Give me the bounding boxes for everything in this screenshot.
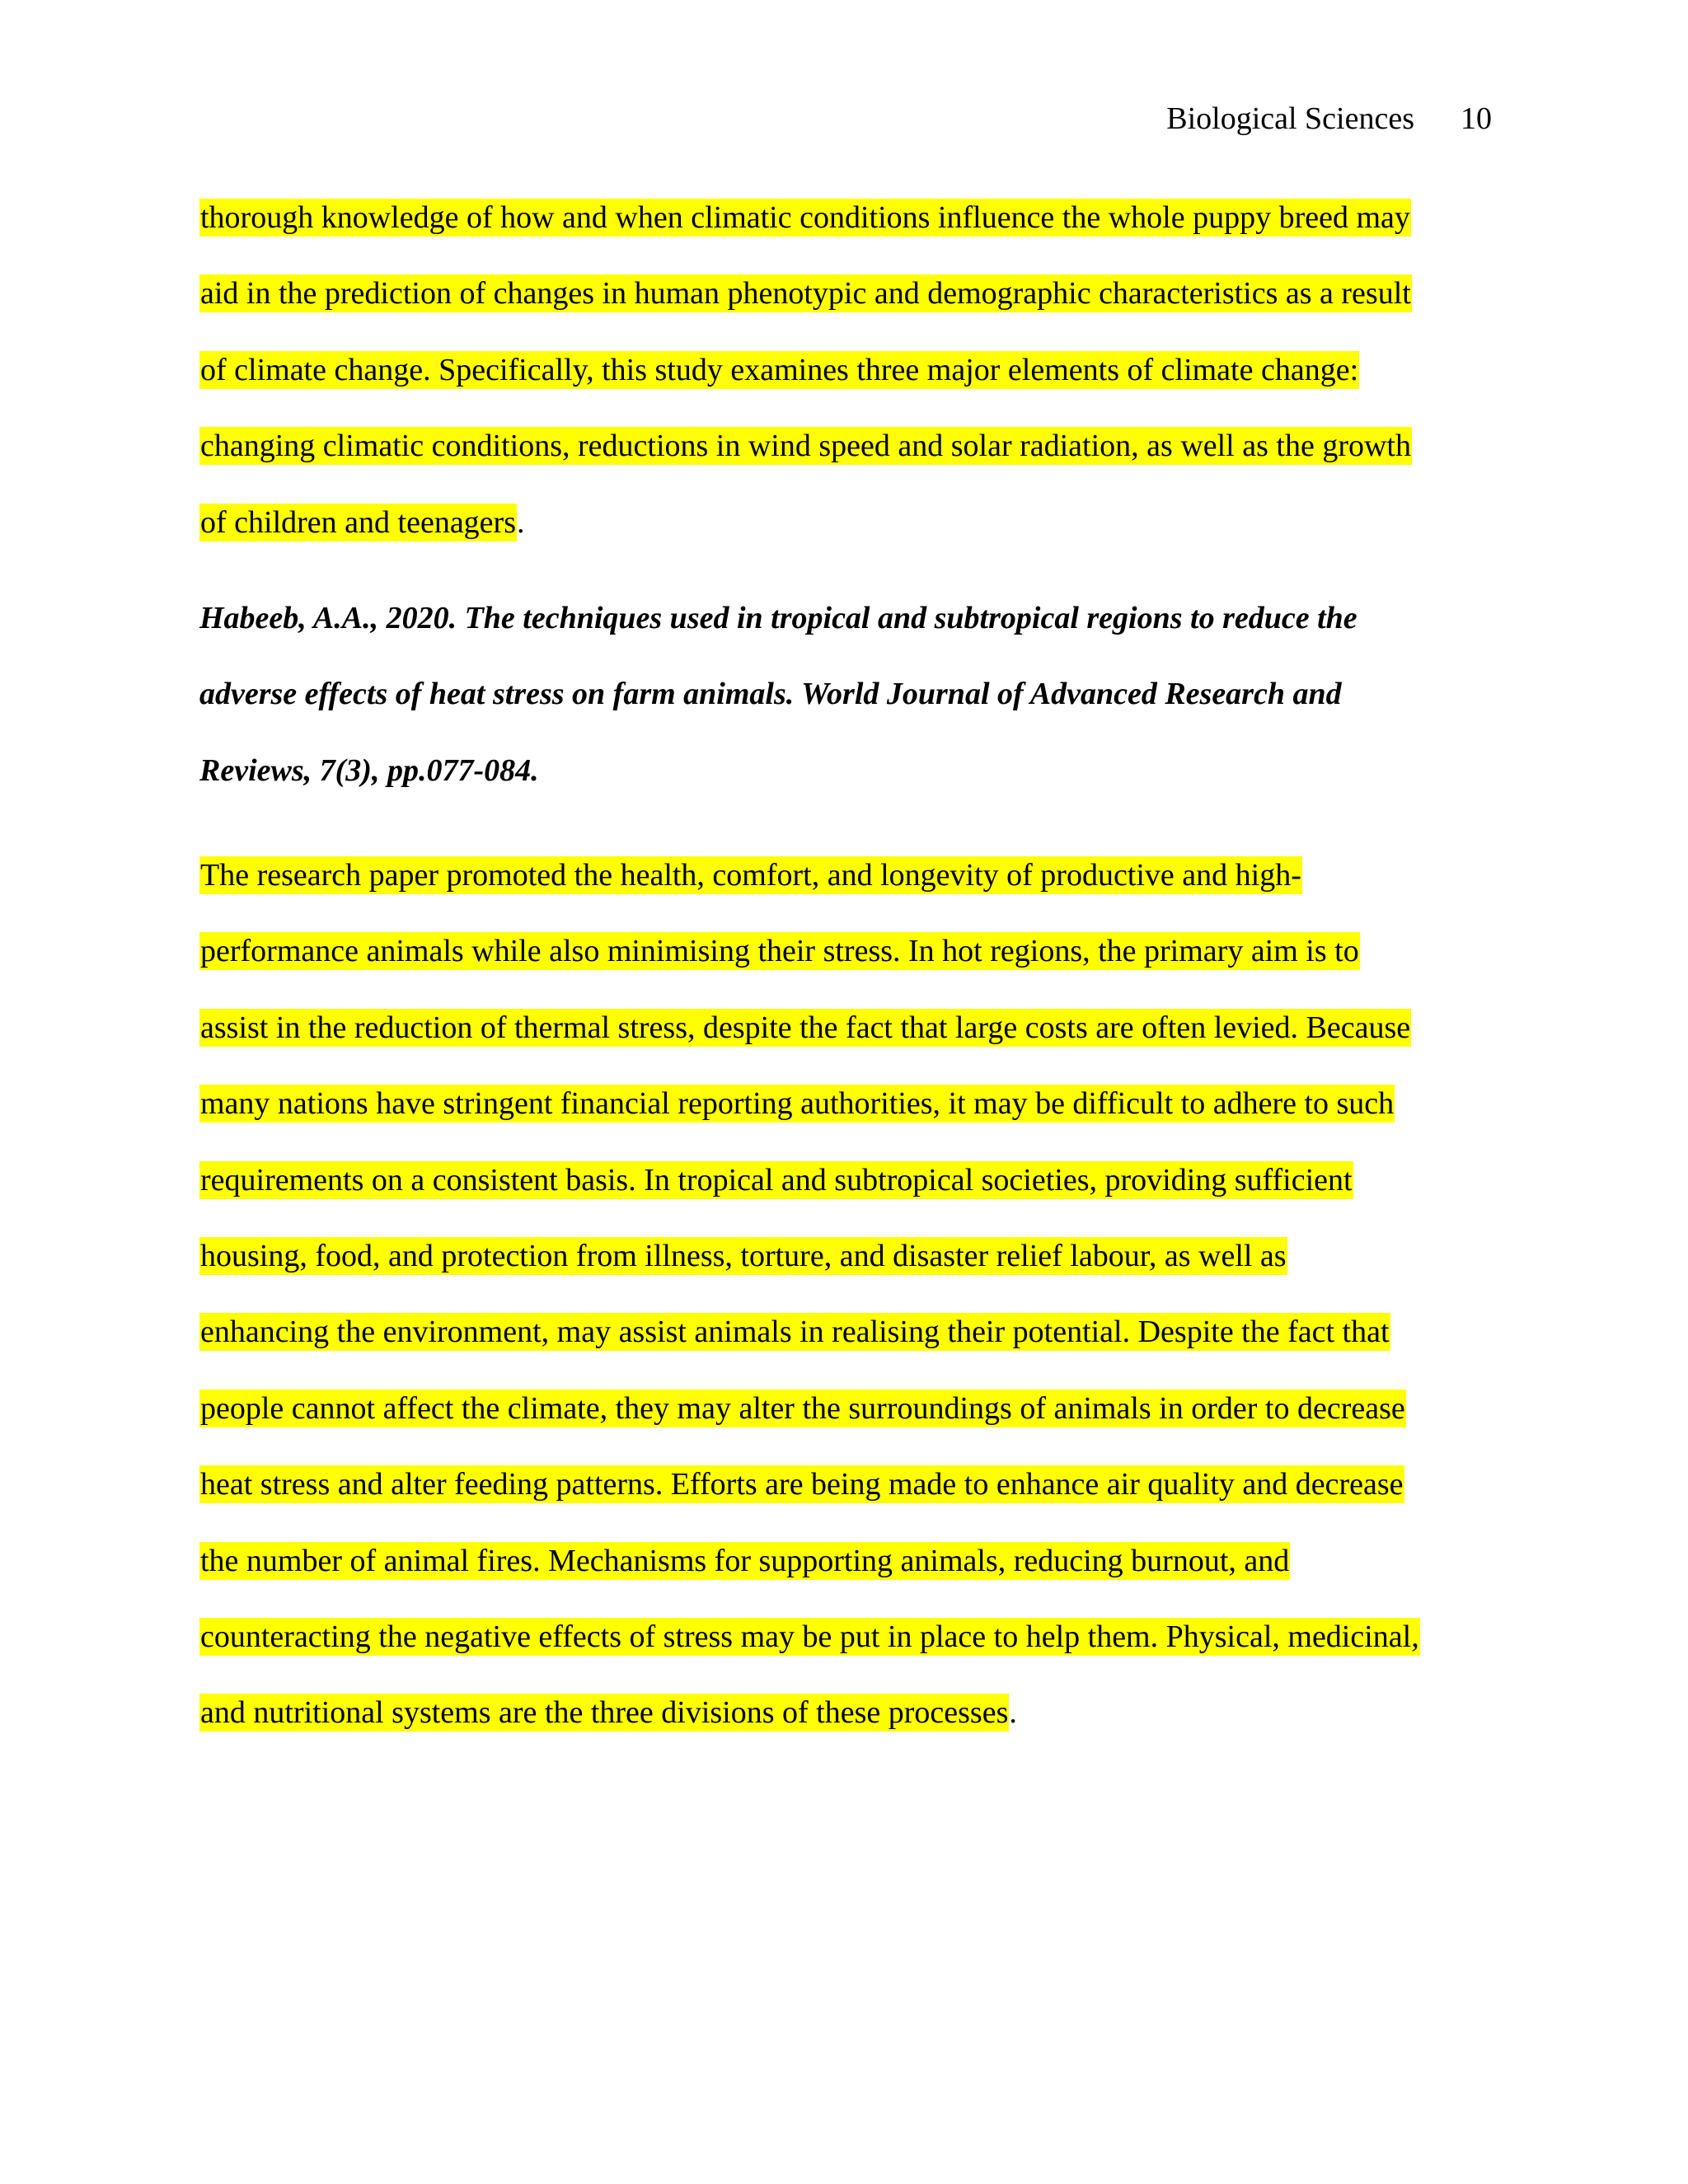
highlighted-text: enhancing the environment, may assist animals in realising their potential. Despite the fact that — [200, 1315, 1390, 1350]
trailing-period: . — [517, 504, 525, 540]
paragraph-line — [199, 1313, 1485, 1389]
paragraph-line — [199, 1542, 1485, 1618]
trailing-period: . — [1009, 1695, 1017, 1731]
paragraph-line — [199, 274, 1485, 350]
highlighted-text: heat stress and alter feeding patterns. Efforts are being made to enhance air quality and decrease — [200, 1467, 1404, 1502]
page-number: 10 — [1461, 101, 1492, 136]
paragraph-line — [199, 199, 1485, 274]
highlighted-text: people cannot affect the climate, they may alter the surroundings of animals in order to decrease — [200, 1390, 1405, 1426]
paragraph-line — [199, 504, 1485, 579]
reference-citation — [199, 599, 1485, 827]
highlighted-text: changing climatic conditions, reductions in wind speed and solar radiation, as well as the growth — [200, 429, 1411, 464]
paragraph-line — [199, 1161, 1485, 1237]
paragraph-line — [199, 856, 1485, 932]
highlighted-text: aid in the prediction of changes in human phenotypic and demographic characteristics as a result — [200, 276, 1411, 312]
paragraph-summary-2 — [199, 856, 1485, 1770]
highlighted-text: assist in the reduction of thermal stress, despite the fact that large costs are often levied. Because — [200, 1010, 1411, 1045]
paragraph-line — [199, 1390, 1485, 1465]
highlighted-text: of children and teenagers — [200, 504, 516, 540]
running-head — [1166, 97, 1492, 140]
paragraph-line — [199, 1085, 1485, 1160]
paragraph-line — [199, 427, 1485, 503]
highlighted-text: thorough knowledge of how and when climatic conditions influence the whole puppy breed may — [200, 200, 1410, 235]
paragraph-line — [199, 1465, 1485, 1541]
running-head-title: Biological Sciences — [1166, 101, 1414, 136]
paragraph-line — [199, 1009, 1485, 1085]
highlighted-text: the number of animal fires. Mechanisms for supporting animals, reducing burnout, and — [200, 1543, 1290, 1578]
paragraph-line — [199, 351, 1485, 427]
highlighted-text: housing, food, and protection from illness, torture, and disaster relief labour, as well as — [200, 1238, 1287, 1273]
highlighted-text: counteracting the negative effects of stress may be put in place to help them. Physical, medicinal, — [200, 1619, 1419, 1654]
highlighted-text: of climate change. Specifically, this study examines three major elements of climate change: — [200, 352, 1359, 387]
paragraph-line — [199, 1618, 1485, 1694]
highlighted-text: requirements on a consistent basis. In tropical and subtropical societies, providing sufficient — [200, 1162, 1353, 1197]
reference-line: Reviews, 7(3), pp.077-084. — [199, 752, 539, 788]
highlighted-text: and nutritional systems are the three divisions of these processes — [200, 1695, 1009, 1731]
paragraph-line — [199, 1694, 1485, 1769]
reference-line: adverse effects of heat stress on farm animals. World Journal of Advanced Research and — [199, 677, 1342, 712]
highlighted-text: The research paper promoted the health, comfort, and longevity of productive and high- — [200, 858, 1301, 893]
reference-line: Habeeb, A.A., 2020. The techniques used in tropical and subtropical regions to reduce the — [199, 601, 1357, 635]
paragraph-line — [199, 932, 1485, 1008]
paragraph-line — [199, 1237, 1485, 1313]
paragraph-summary-1 — [199, 199, 1485, 579]
highlighted-text: performance animals while also minimising their stress. In hot regions, the primary aim is to — [200, 934, 1359, 969]
highlighted-text: many nations have stringent financial reporting authorities, it may be difficult to adhere to such — [200, 1086, 1395, 1122]
